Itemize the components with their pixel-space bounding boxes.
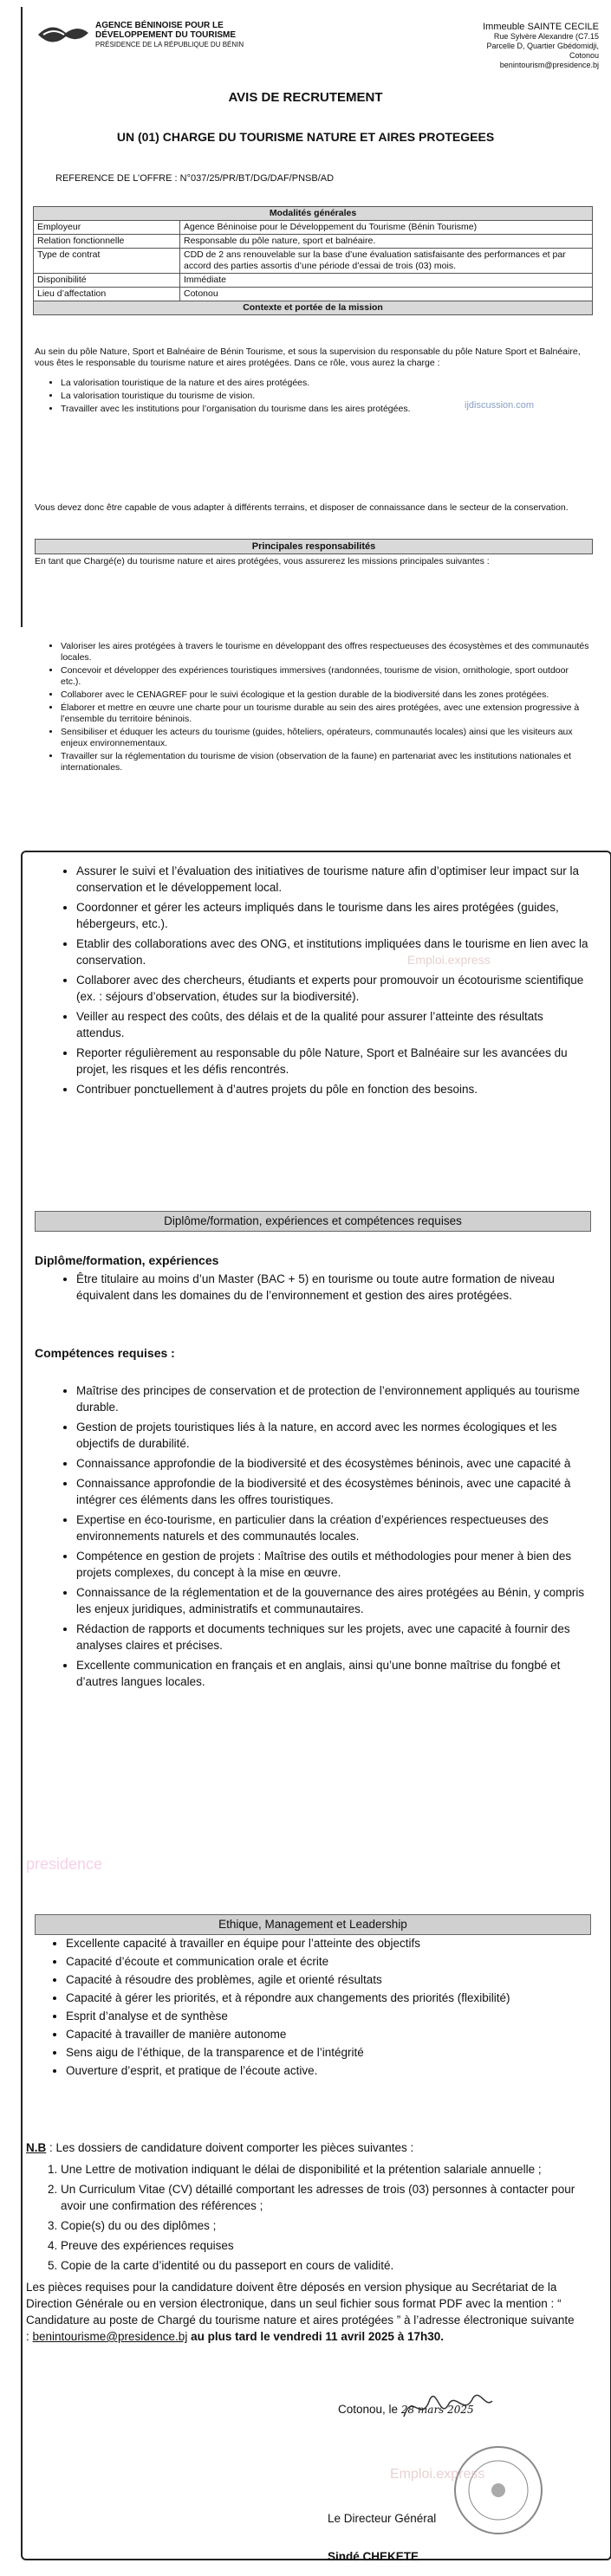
list-item: • Être titulaire au moins d’un Master (BAC + 5) en tourisme ou toute autre formation de niveau équivalent dans les domaines du de l’environnement et gestion des aires protégées. [76, 1271, 589, 1304]
responsibilities-heading: Principales responsabilités [35, 539, 593, 554]
ethics-list [35, 1935, 589, 2081]
list-item: • Maîtrise des principes de conservation et de protection de l’environnement appliqués au tourisme durable. [76, 1382, 589, 1415]
handwritten-date: 28 mars 2025 [400, 2404, 474, 2416]
official-stamp [451, 2443, 546, 2538]
responsibilities-list-2 [35, 863, 589, 1101]
list-item: 1. Une Lettre de motivation indiquant le délai de disponibilité et la prétention salariale annuelle ; [61, 2161, 581, 2178]
list-item: • Connaissance approfondie de la biodiversité et des écosystèmes béninois, avec une capacité à [76, 1455, 589, 1472]
list-item: • Capacité d’écoute et communication orale et écrite [66, 1953, 589, 1970]
table-heading: Contexte et portée de la mission [34, 301, 593, 315]
list-item: • Assurer le suivi et l’évaluation des initiatives de tourisme nature afin d’optimiser leur impact sur la conservation et le développement local. [76, 863, 589, 896]
responsibilities-intro: En tant que Chargé(e) du tourisme nature et aires protégées, vous assurerez les missions principales suivantes : [35, 556, 490, 566]
list-item: • Capacité à résoudre des problèmes, agile et orienté résultats [66, 1971, 589, 1988]
education-subheading: Diplôme/formation, expériences [35, 1253, 219, 1267]
deposit-instructions: Les pièces requises pour la candidature doivent être déposés en version physique au Secrétariat de la Direction Générale ou en version électronique, dans un seul fichier sous format PDF avec la mention : “ Candidature au poste de Chargé du tourisme nature et aires protégées ” à l’adresse électronique suivante : benintourisme@presidence.bj au plus tard le vendredi 11 avril 2025 à 17h30. [26, 2281, 575, 2343]
list-item: • Capacité à travailler de manière autonome [66, 2026, 589, 2042]
list-item: 2. Un Curriculum Vitae (CV) détaillé comportant les adresses de trois (03) personnes à contacter pour avoir une confirmation des références ; [61, 2181, 581, 2214]
signature [395, 2382, 499, 2434]
skills-subheading: Compétences requises : [35, 1346, 175, 1360]
qualifications-section [35, 1252, 589, 1693]
ethics-heading: Ethique, Management et Leadership [35, 1914, 591, 1935]
list-item: • Esprit d’analyse et de synthèse [66, 2008, 589, 2024]
position-title: UN (01) CHARGE DU TOURISME NATURE ET AIRES PROTEGEES [116, 130, 495, 144]
email-link[interactable]: benintourisme@presidence.bj [32, 2330, 188, 2343]
watermark: Emploi.express [407, 953, 491, 967]
table-row: Disponibilité Immédiate [34, 274, 593, 288]
list-item: • Excellente capacité à travailler en équipe pour l’atteinte des objectifs [66, 1935, 589, 1951]
table-heading: Modalités générales [34, 207, 593, 221]
list-item: • Gestion de projets touristiques liés à la nature, en accord avec les normes écologiques et les objectifs de durabilité. [76, 1419, 589, 1452]
responsibilities-list-1 [35, 641, 589, 775]
table-row: Type de contrat CDD de 2 ans renouvelable sur la base d’une évaluation satisfaisante des performances et par accord des parties assortis d’une période d’essai de trois (03) mois. [34, 249, 593, 274]
context-intro: Au sein du pôle Nature, Sport et Balnéaire de Bénin Tourisme, et sous la supervision du responsable du pôle Nature Sport et Balnéaire, vous êtes le responsable du tourisme nature et aires protégées. Dans ce rôle, vous aurez la charge : [35, 346, 581, 368]
watermark: presidence [26, 1855, 103, 1873]
list-item: 5. Copie de la carte d’identité ou du passeport en cours de validité. [61, 2257, 581, 2274]
list-item: • Sens aigu de l’éthique, de la transparence et de l’intégrité [66, 2044, 589, 2061]
organization-name: AGENCE BÉNINOISE POUR LE DÉVELOPPEMENT DU TOURISME PRÉSIDENCE DE LA RÉPUBLIQUE DU BÉNIN [95, 21, 244, 49]
list-item: • Compétence en gestion de projets : Maîtrise des outils et méthodologies pour mener à bien des projets complexes, du concept à la mise en œuvre. [76, 1548, 589, 1581]
list-item: • Rédaction de rapports et documents techniques sur les projets, avec une capacité à fournir des analyses claires et précises. [76, 1621, 589, 1654]
list-item: • Coordonner et gérer les acteurs impliqués dans le tourisme dans les aires protégées (guides, hébergeurs, etc.). [76, 899, 589, 932]
application-section [26, 2139, 581, 2345]
list-item: • Connaissance approfondie de la biodiversité et des écosystèmes béninois, avec une capacité à intégrer ces éléments dans les offres touristiques. [76, 1475, 589, 1508]
list-item: • Valoriser les aires protégées à travers le tourisme en développant des offres respectueuses des écosystèmes et des communautés locales. [61, 641, 589, 663]
list-item: • Excellente communication en français et en anglais, ainsi qu’une bonne maîtrise du fongbé et d’autres langues locales. [76, 1657, 589, 1690]
list-item: • Connaissance de la réglementation et de la gouvernance des aires protégées au Bénin, y compris les enjeux juridiques, administratifs et communautaires. [76, 1584, 589, 1617]
list-item: • Travailler sur la réglementation du tourisme de vision (observation de la faune) en partenariat avec les institutions nationales et internationales. [61, 751, 589, 773]
organization-address: Immeuble SAINTE CECILE Rue Sylvère Alexandre (C7.15 Parcelle D, Quartier Gbédomidji, Cotonou benintourism@presidence.bj [483, 22, 599, 69]
list-item: • Concevoir et développer des expériences touristiques immersives (randonnées, tourisme de vision, ornithologie, sport outdoor etc.). [61, 665, 589, 688]
list-item: 4. Preuve des expériences requises [61, 2237, 581, 2254]
table-row: Relation fonctionnelle Responsable du pôle nature, sport et balnéaire. [34, 235, 593, 249]
director-name: Sindé CHEKETE [328, 2550, 419, 2563]
nb-line: N.B : Les dossiers de candidature doivent comporter les pièces suivantes : [26, 2141, 414, 2154]
list-item: • Expertise en éco-tourisme, en particulier dans la création d’expériences respectueuses des environnements naturels et des communautés locales. [76, 1511, 589, 1544]
director-title: Le Directeur Général [328, 2512, 437, 2525]
watermark: ijdiscussion.com [465, 400, 535, 411]
offer-reference: REFERENCE DE L’OFFRE : N°037/25/PR/BT/DG/DAF/PNSB/AD [55, 173, 335, 184]
list-item: • Contribuer ponctuellement à d’autres projets du pôle en fonction des besoins. [76, 1081, 589, 1097]
list-item: • Élaborer et mettre en œuvre une charte pour un tourisme durable au sein des aires protégées, avec une extension progressive à l’ensemble du territoire béninois. [61, 702, 589, 725]
table-row: Lieu d’affectation Cotonou [34, 288, 593, 301]
list-item: • Etablir des collaborations avec des ONG, et institutions impliquées dans le tourisme en lien avec la conservation. [76, 935, 589, 968]
watermark: Emploi.express [390, 2467, 485, 2482]
list-item: • La valorisation touristique de la nature et des aires protégées. [61, 378, 589, 389]
list-item: • Ouverture d’esprit, et pratique de l’écoute active. [66, 2062, 589, 2079]
list-item: • Collaborer avec des chercheurs, étudiants et experts pour promouvoir un écotourisme scientifique (ex. : séjours d’observation, études sur la biodiversité). [76, 972, 589, 1005]
closing-place: Cotonou, le 28 mars 2025 [338, 2403, 474, 2416]
list-item: • Sensibiliser et éduquer les acteurs du tourisme (guides, hôteliers, opérateurs, communautés locales) ainsi que les visiteurs aux enjeux environnementaux. [61, 727, 589, 749]
list-item: • Travailler avec les institutions pour l’organisation du tourisme dans les aires protégées. [61, 404, 589, 415]
list-item: • Reporter régulièrement au responsable du pôle Nature, Sport et Balnéaire sur les avancées du projet, les risques et les défis rencontrés. [76, 1045, 589, 1078]
qualifications-heading: Diplôme/formation, expériences et compétences requises [35, 1211, 591, 1232]
context-outro: Vous devez donc être capable de vous adapter à différents terrains, et disposer de connaissance dans le secteur de la conservation. [35, 502, 569, 513]
table-row: Employeur Agence Béninoise pour le Développement du Tourisme (Bénin Tourisme) [34, 221, 593, 235]
list-item: • Veiller au respect des coûts, des délais et de la qualité pour assurer l’atteinte des résultats attendus. [76, 1008, 589, 1041]
list-item: • Capacité à gérer les priorités, et à répondre aux changements des priorités (flexibilité) [66, 1990, 589, 2006]
list-item: • La valorisation touristique du tourisme de vision. [61, 391, 589, 402]
notice-title: AVIS DE RECRUTEMENT [228, 90, 383, 105]
list-item: • Collaborer avec le CENAGREF pour le suivi écologique et la gestion durable de la biodiversité dans les zones protégées. [61, 689, 589, 701]
general-terms-table [33, 206, 593, 315]
list-item: 3. Copie(s) du ou des diplômes ; [61, 2217, 581, 2234]
benin-tourisme-logo [35, 17, 92, 52]
